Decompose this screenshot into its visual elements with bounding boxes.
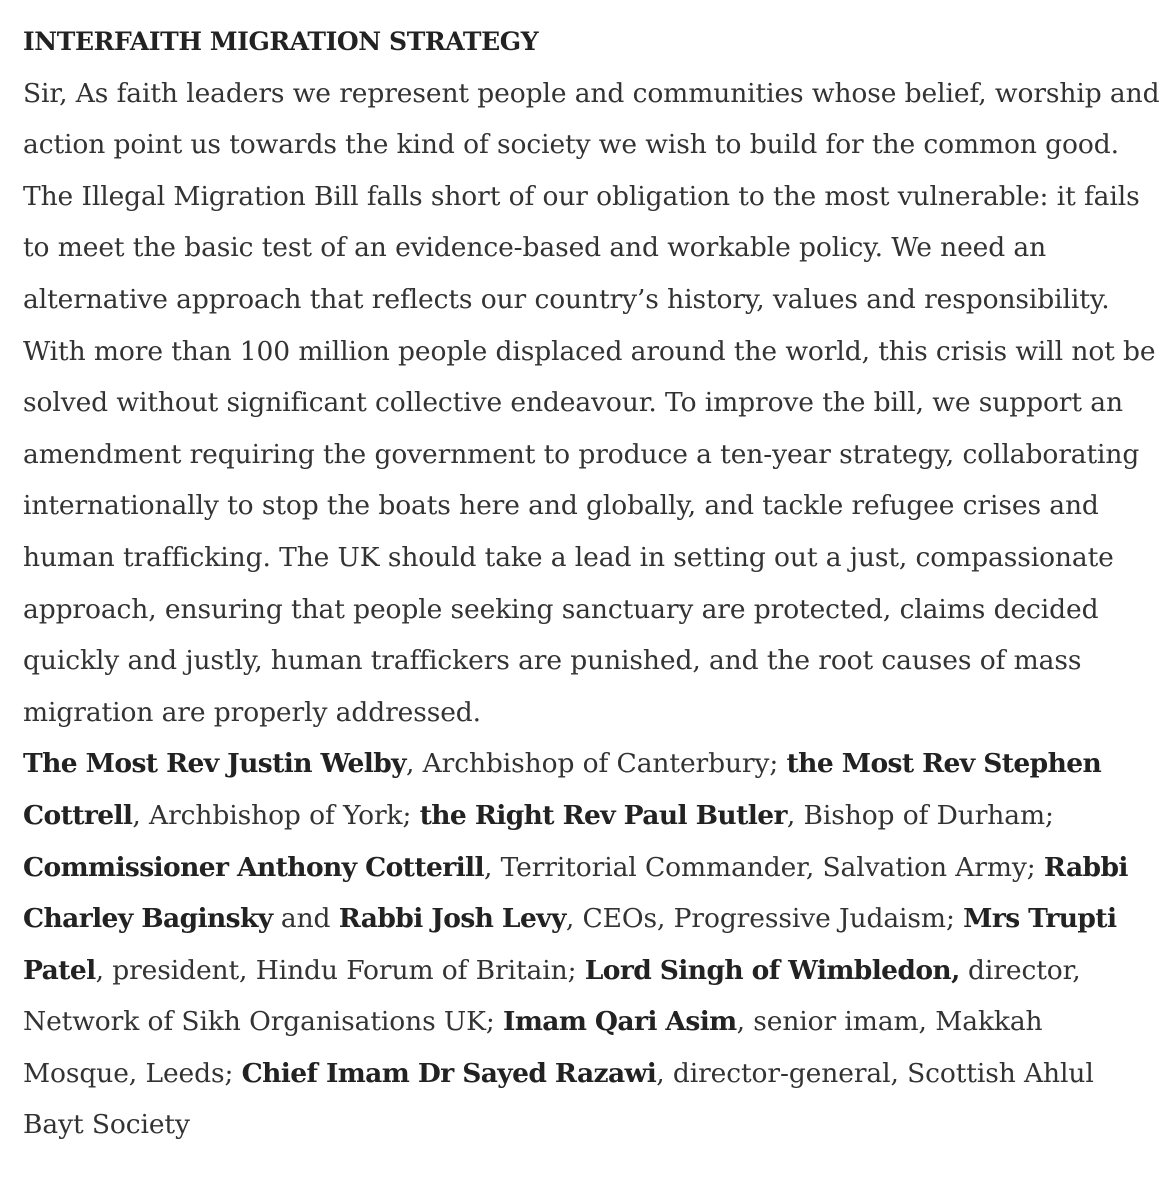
signatory-role: , Archbishop of Canterbury; (405, 748, 787, 780)
signatories-list (23, 738, 1161, 1151)
letter-body: Sir, As faith leaders we represent people and communities whose belief, worship and action point us towards the kind of society we wish to build for the common good. The Illegal Migration Bill falls short of our obligation to the most vulnerable: it fails to meet the basic test of an evidence-based and workable policy. We need an alternative approach that reflects our country’s history, values and responsibility. With more than 100 million people displaced around the world, this crisis will not be solved without significant collective endeavour. To improve the bill, we support an amendment requiring the government to produce a ten-year strategy, collaborating internationally to stop the boats here and globally, and tackle refugee crises and human trafficking. The UK should take a lead in setting out a just, compassionate approach, ensuring that people seeking sanctuary are protected, claims decided quickly and justly, human traffickers are punished, and the root causes of mass migration are properly addressed. (23, 77, 1160, 728)
signatory-name: the Most Rev Stephen Cottrell (23, 748, 1102, 831)
signatory-name: Chief Imam Dr Sayed Razawi (241, 1057, 657, 1089)
signatory-name: The Most Rev Justin Welby (23, 748, 406, 780)
signatory-name: Imam Qari Asim (503, 1006, 737, 1038)
signatory-role: , Archbishop of York; (132, 799, 420, 831)
signatory-role: , CEOs, Progressive Judaism; (565, 903, 964, 935)
signatory-role: , Territorial Commander, Salvation Army; (483, 851, 1044, 883)
signatory-role: , Bishop of Durham; (786, 799, 1054, 831)
signatory-name: Mrs Trupti Patel (23, 903, 1117, 986)
signatory-name: Rabbi Charley Baginsky (23, 851, 1128, 935)
signatory-role: , senior imam, Makkah Mosque, Leeds; (23, 1006, 1043, 1089)
letter-page (23, 16, 1161, 1151)
signatory-name: Commissioner Anthony Cotterill (23, 851, 484, 883)
signatory-role: , director-general, Scottish Ahlul Bayt Society (23, 1057, 1094, 1141)
signatory-name: Rabbi Josh Levy (338, 903, 566, 935)
signatory-joiner: and (272, 903, 339, 935)
signatory-role: , president, Hindu Forum of Britain; (95, 954, 585, 986)
signatory-name: the Right Rev Paul Butler (419, 799, 787, 831)
signatory-role: director, Network of Sikh Organisations UK; (23, 954, 1081, 1038)
letter-heading: INTERFAITH MIGRATION STRATEGY (23, 27, 539, 56)
signatory-name: Lord Singh of Wimbledon, (584, 954, 960, 986)
